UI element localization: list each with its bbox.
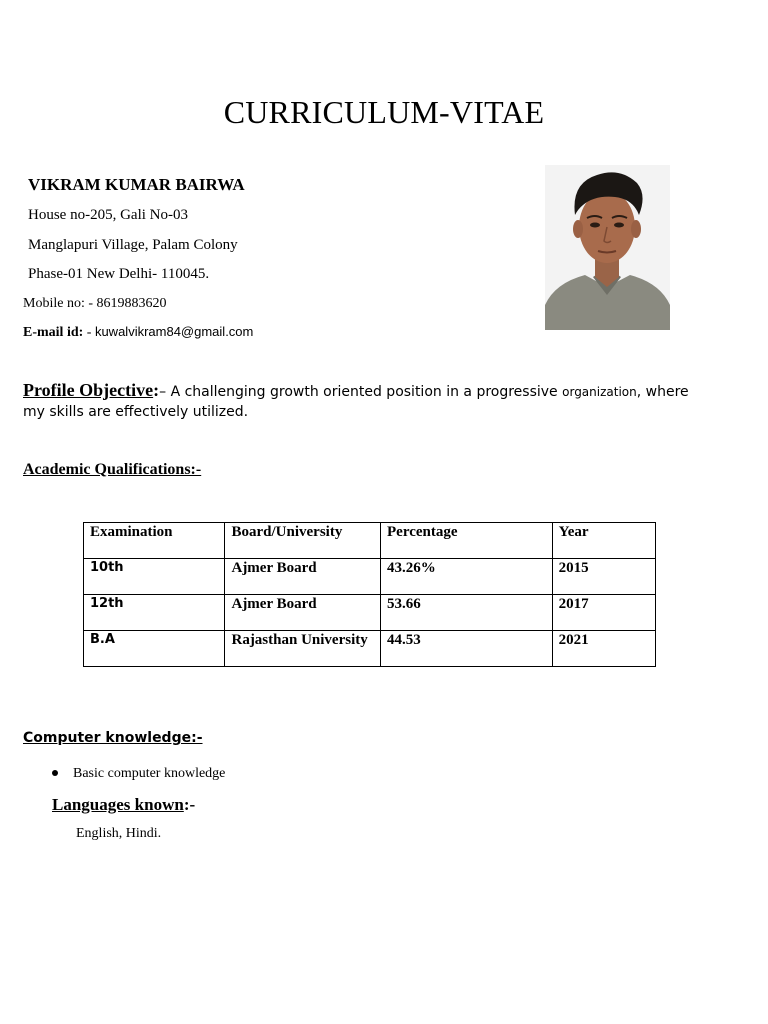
objective-text-end: , where my skills are effectively utilized. — [23, 384, 689, 420]
header-board: Board/University — [225, 523, 381, 559]
header-percentage: Percentage — [381, 523, 553, 559]
candidate-name: VIKRAM KUMAR BAIRWA — [28, 175, 245, 194]
cell-year: 2017 — [552, 595, 655, 631]
cell-examination: 12th — [84, 595, 225, 631]
address-line-2: Manglapuri Village, Palam Colony — [28, 237, 238, 253]
table-row — [84, 559, 656, 595]
email-value: kuwalvikram84@gmail.com — [94, 324, 254, 339]
cell-examination: 10th — [84, 559, 225, 595]
objective-text-start: – A challenging growth oriented position in a progressive — [159, 384, 563, 400]
objective-colon: : — [153, 380, 160, 400]
mobile-number: Mobile no: - 8619883620 — [23, 296, 167, 311]
person-photo-icon — [545, 165, 670, 330]
table-row — [84, 631, 656, 667]
cell-percentage: 44.53 — [381, 631, 553, 667]
address-line-1: House no-205, Gali No-03 — [28, 207, 188, 223]
cell-board: Ajmer Board — [225, 559, 381, 595]
languages-suffix: :- — [183, 795, 196, 814]
qualifications-table — [83, 522, 656, 667]
objective-text-organization: organization — [562, 385, 637, 399]
computer-knowledge-item: Basic computer knowledge — [73, 766, 226, 781]
cell-year: 2015 — [552, 559, 655, 595]
document-title: CURRICULUM-VITAE — [223, 94, 545, 130]
objective-label: Profile Objective — [23, 380, 154, 400]
email-line — [23, 324, 253, 341]
cell-board: Rajasthan University — [225, 631, 381, 667]
profile-photo — [545, 165, 670, 330]
cell-examination: B.A — [84, 631, 225, 667]
profile-objective — [23, 380, 693, 422]
address-line-3: Phase-01 New Delhi- 110045. — [28, 266, 210, 282]
email-separator: - — [83, 325, 95, 340]
cell-percentage: 43.26% — [381, 559, 553, 595]
email-label: E-mail id: — [23, 325, 84, 340]
bullet-icon — [52, 770, 58, 776]
languages-heading — [52, 795, 195, 815]
table-header-row — [84, 523, 656, 559]
cell-percentage: 53.66 — [381, 595, 553, 631]
cell-year: 2021 — [552, 631, 655, 667]
table-row — [84, 595, 656, 631]
header-examination: Examination — [84, 523, 225, 559]
academic-heading: Academic Qualifications:- — [23, 461, 202, 478]
cell-board: Ajmer Board — [225, 595, 381, 631]
computer-knowledge-heading: Computer knowledge:- — [23, 730, 203, 746]
languages-label: Languages known — [52, 795, 184, 814]
languages-list: English, Hindi. — [76, 826, 162, 841]
header-year: Year — [552, 523, 655, 559]
